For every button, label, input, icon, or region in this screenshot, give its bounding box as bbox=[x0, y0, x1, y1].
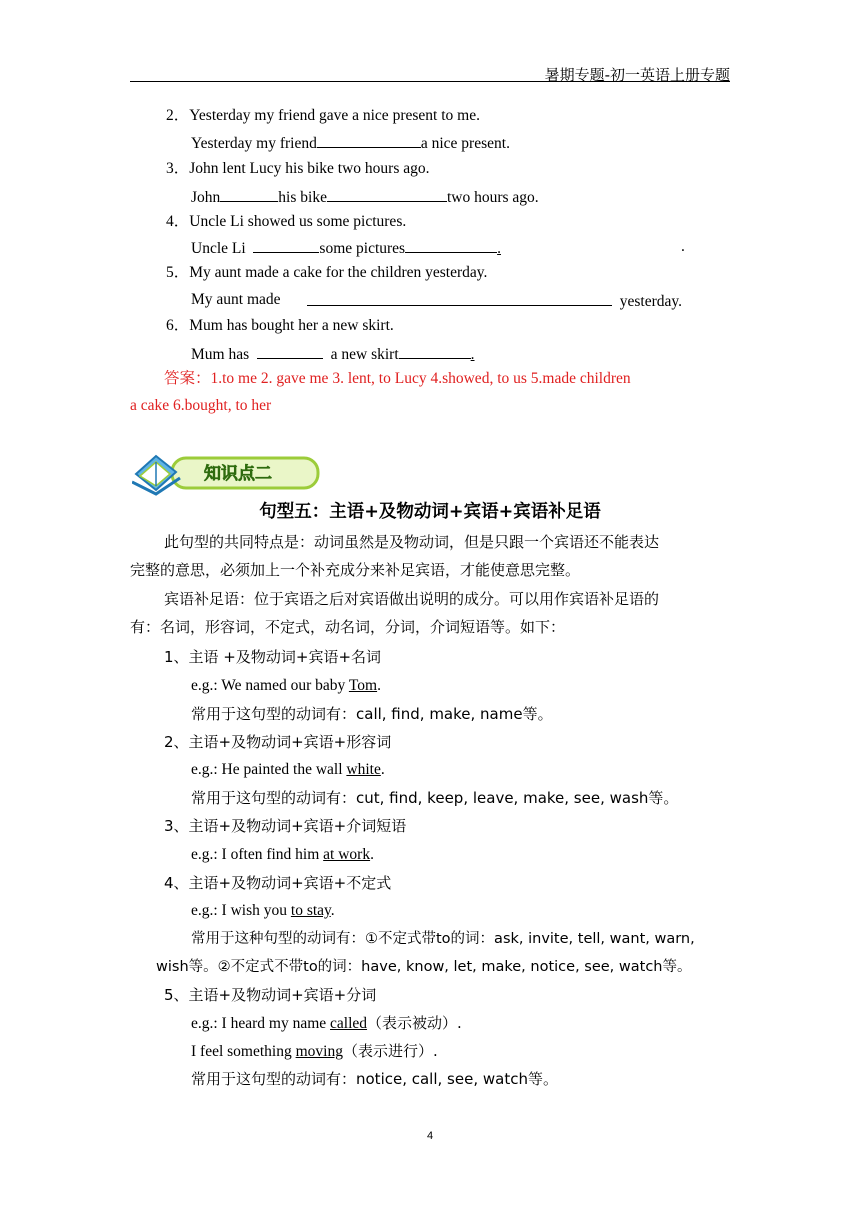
pattern-example bbox=[191, 760, 385, 780]
exercise-2-answer bbox=[191, 132, 510, 154]
answer-text: a nice present. bbox=[420, 135, 510, 152]
example-text: . bbox=[377, 677, 381, 694]
answer-text: . bbox=[497, 240, 501, 257]
example-underlined: moving bbox=[295, 1043, 343, 1060]
page-number: 4 bbox=[426, 1130, 434, 1142]
answer-text: Mum has bbox=[191, 346, 250, 363]
answer-blank[interactable] bbox=[253, 237, 319, 253]
example-text: . bbox=[380, 761, 385, 778]
answer-blank[interactable] bbox=[220, 186, 278, 202]
exercise-5-answer bbox=[191, 290, 281, 310]
exercise-6-prompt bbox=[166, 316, 394, 336]
exercise-prompt: Yesterday my friend gave a nice present to me. bbox=[189, 107, 480, 124]
intro-line: 完整的意思，必须加上一个补充成分来补足宾语，才能使意思完整。 bbox=[130, 561, 581, 579]
pattern-example bbox=[191, 1013, 462, 1034]
example-underlined: Tom bbox=[348, 677, 378, 694]
answer-blank[interactable] bbox=[317, 132, 421, 148]
exercise-number: 2． bbox=[166, 107, 190, 124]
exercise-4-trailing-period: . bbox=[681, 238, 685, 255]
answer-blank[interactable] bbox=[257, 343, 323, 359]
answer-blank[interactable] bbox=[307, 290, 612, 306]
example-text: e.g.: I often find him bbox=[191, 846, 324, 863]
example-underlined: to stay bbox=[290, 902, 331, 919]
intro-line: 此句型的共同特点是：动词虽然是及物动词，但是只跟一个宾语还不能表达 bbox=[164, 533, 660, 551]
pattern-verbs: 常用于这句型的动词有：cut, find, keep, leave, make, see, wash等。 bbox=[191, 789, 679, 807]
pattern-verbs: 常用于这句型的动词有：call, find, make, name等。 bbox=[191, 705, 553, 723]
intro-line: 有：名词，形容词，不定式，动名词，分词，介词短语等。如下： bbox=[130, 618, 566, 636]
section-title: 句型五：主语+及物动词+宾语+宾语补足语 bbox=[259, 502, 601, 522]
answer-key-line2: a cake 6.bought, to her bbox=[130, 397, 272, 414]
answer-blank[interactable] bbox=[327, 186, 447, 202]
answer-text: Uncle Li bbox=[191, 240, 246, 257]
pattern-example bbox=[191, 845, 374, 865]
answer-text: two hours ago. bbox=[446, 189, 539, 206]
banner-label: 知识点二 bbox=[204, 464, 272, 484]
exercise-number: 6． bbox=[166, 317, 190, 334]
exercise-3-answer bbox=[191, 186, 539, 208]
pattern-heading: 1、主语 +及物动词+宾语+名词 bbox=[164, 648, 382, 666]
example-text: e.g.: I heard my name bbox=[191, 1015, 331, 1032]
answer-text: his bike bbox=[278, 189, 327, 206]
answer-text: Yesterday my friend bbox=[191, 135, 317, 152]
exercise-5-answer-blank bbox=[307, 290, 682, 312]
exercise-number: 4． bbox=[166, 213, 190, 230]
intro-line: 宾语补足语：位于宾语之后对宾语做出说明的成分。可以用作宾语补足语的 bbox=[164, 590, 660, 608]
page-header: 暑期专题-初一英语上册专题 bbox=[544, 66, 730, 84]
exercise-5-prompt bbox=[166, 263, 487, 283]
answer-text: some pictures bbox=[319, 240, 406, 257]
pattern-heading: 5、主语+及物动词+宾语+分词 bbox=[164, 986, 377, 1004]
example-text: . bbox=[330, 902, 335, 919]
exercise-4-prompt bbox=[166, 212, 406, 232]
answer-blank[interactable] bbox=[399, 343, 471, 359]
example-underlined: white bbox=[346, 761, 381, 778]
exercise-2-prompt bbox=[166, 106, 480, 126]
exercise-4-answer bbox=[191, 237, 501, 259]
pattern-verbs: wish等。②不定式不带to的词：have, know, let, make, notice, see, watch等。 bbox=[156, 959, 692, 975]
answer-key-line1: 答案：1.to me 2. gave me 3. lent, to Lucy 4.showed, to us 5.made children bbox=[164, 370, 631, 387]
example-text: e.g.: I wish you bbox=[191, 902, 291, 919]
exercise-number: 5． bbox=[166, 264, 190, 281]
pattern-example bbox=[191, 676, 381, 696]
pattern-example bbox=[191, 1041, 438, 1062]
answer-text: a new skirt bbox=[330, 346, 399, 363]
pattern-heading: 2、主语+及物动词+宾语+形容词 bbox=[164, 733, 392, 751]
example-text: e.g.: He painted the wall bbox=[191, 761, 347, 778]
example-text: （表示被动）. bbox=[367, 1014, 462, 1032]
example-underlined: at work bbox=[323, 846, 371, 863]
pattern-verbs: 常用于这种句型的动词有：①不定式带to的词：ask, invite, tell, want, warn, bbox=[191, 931, 695, 947]
answer-text: . bbox=[470, 346, 475, 363]
knowledge-point-banner bbox=[132, 446, 324, 498]
answer-text: yesterday. bbox=[619, 293, 683, 310]
answer-text: My aunt made bbox=[191, 291, 281, 308]
example-text: I feel something bbox=[191, 1043, 296, 1060]
answer-text: John bbox=[191, 189, 221, 206]
example-text: e.g.: We named our baby bbox=[191, 677, 349, 694]
header-rule bbox=[130, 81, 730, 82]
exercise-prompt: Uncle Li showed us some pictures. bbox=[189, 213, 407, 230]
example-text: . bbox=[370, 846, 374, 863]
pattern-example bbox=[191, 901, 335, 921]
exercise-3-prompt bbox=[166, 159, 430, 179]
pattern-heading: 4、主语+及物动词+宾语+不定式 bbox=[164, 874, 392, 892]
answer-blank[interactable] bbox=[405, 237, 497, 253]
example-underlined: called bbox=[330, 1015, 368, 1032]
open-book-icon bbox=[132, 456, 180, 494]
pattern-verbs: 常用于这句型的动词有：notice, call, see, watch等。 bbox=[191, 1070, 558, 1088]
exercise-prompt: My aunt made a cake for the children yesterday. bbox=[189, 264, 488, 281]
example-text: （表示进行）. bbox=[342, 1042, 438, 1060]
exercise-prompt: John lent Lucy his bike two hours ago. bbox=[189, 160, 430, 177]
exercise-prompt: Mum has bought her a new skirt. bbox=[189, 317, 394, 334]
pattern-heading: 3、主语+及物动词+宾语+介词短语 bbox=[164, 817, 407, 835]
exercise-number: 3． bbox=[166, 160, 190, 177]
exercise-6-answer bbox=[191, 343, 475, 365]
